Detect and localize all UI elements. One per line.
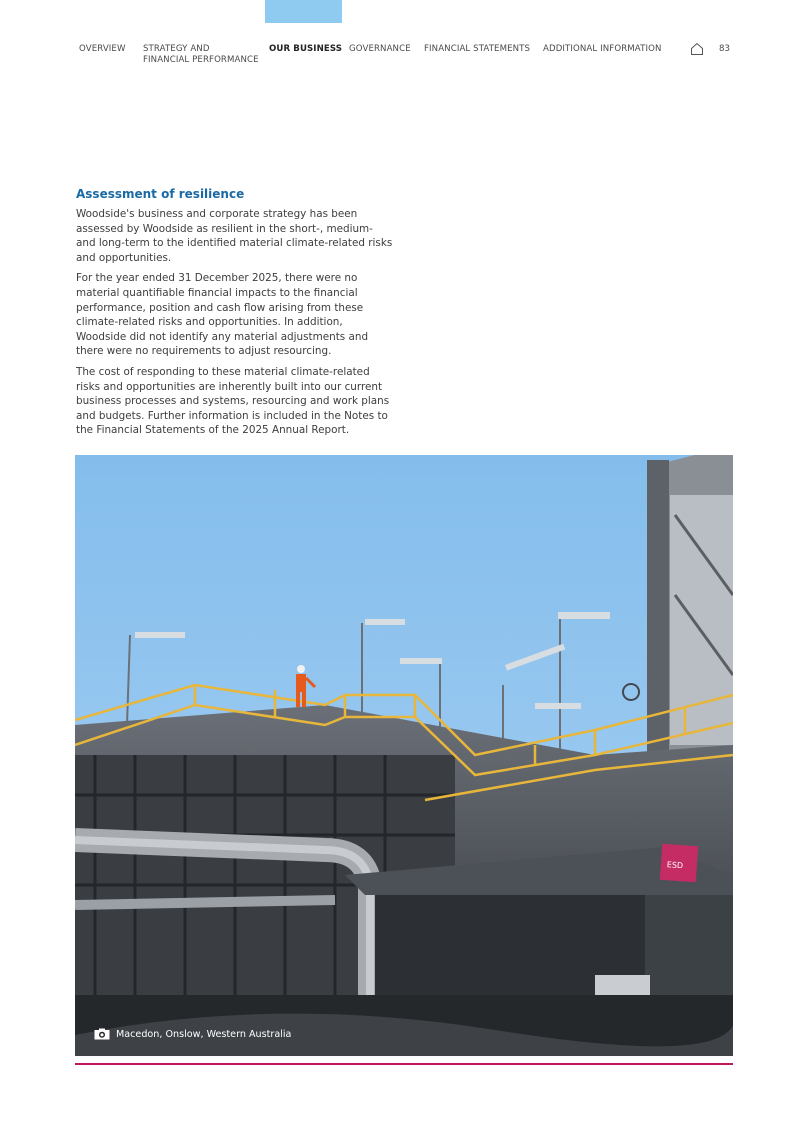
nav-item-additional-information[interactable]: ADDITIONAL INFORMATION xyxy=(543,44,662,54)
nav-item-financial-statements[interactable]: FINANCIAL STATEMENTS xyxy=(424,44,531,54)
camera-icon xyxy=(94,1028,110,1040)
photo-caption xyxy=(94,1027,291,1041)
home-icon[interactable] xyxy=(690,42,704,56)
nav-item-strategy[interactable]: STRATEGY AND FINANCIAL PERFORMANCE xyxy=(143,44,259,65)
caption-text: Macedon, Onslow, Western Australia xyxy=(116,1028,292,1040)
facility-photo xyxy=(75,455,733,1056)
bottom-rule xyxy=(75,1063,733,1065)
paragraph: Woodside's business and corporate strategy has been assessed by Woodside as resilient in the short-, medium- and long-term to the identified material climate-related risks and opportunities. xyxy=(76,208,393,264)
facility-illustration xyxy=(75,455,733,1056)
paragraph: For the year ended 31 December 2025, there were no material quantifiable financial impacts to the financial performance, position and cash flow arising from these climate-related risks and opportunities. In addition, Woodside did not identify any material adjustments and there were no requirements to adjust resourcing. xyxy=(76,272,369,358)
nav-item-governance[interactable]: GOVERNANCE xyxy=(349,44,411,54)
sign-label: ESD xyxy=(666,860,684,871)
nav-item-overview[interactable]: OVERVIEW xyxy=(79,44,126,54)
section-title: Assessment of resilience xyxy=(76,187,245,201)
nav-item-our-business[interactable]: OUR BUSINESS xyxy=(269,44,343,54)
active-section-indicator xyxy=(265,0,342,23)
page-number: 83 xyxy=(719,44,730,54)
body-text xyxy=(76,207,394,444)
top-navigation xyxy=(0,44,793,74)
paragraph: The cost of responding to these material climate-related risks and opportunities are inherently built into our current business processes and systems, resourcing and work plans and budgets. Further information is included in the Notes to the Financial Statements of the 2025 Annual Report. xyxy=(76,365,390,437)
